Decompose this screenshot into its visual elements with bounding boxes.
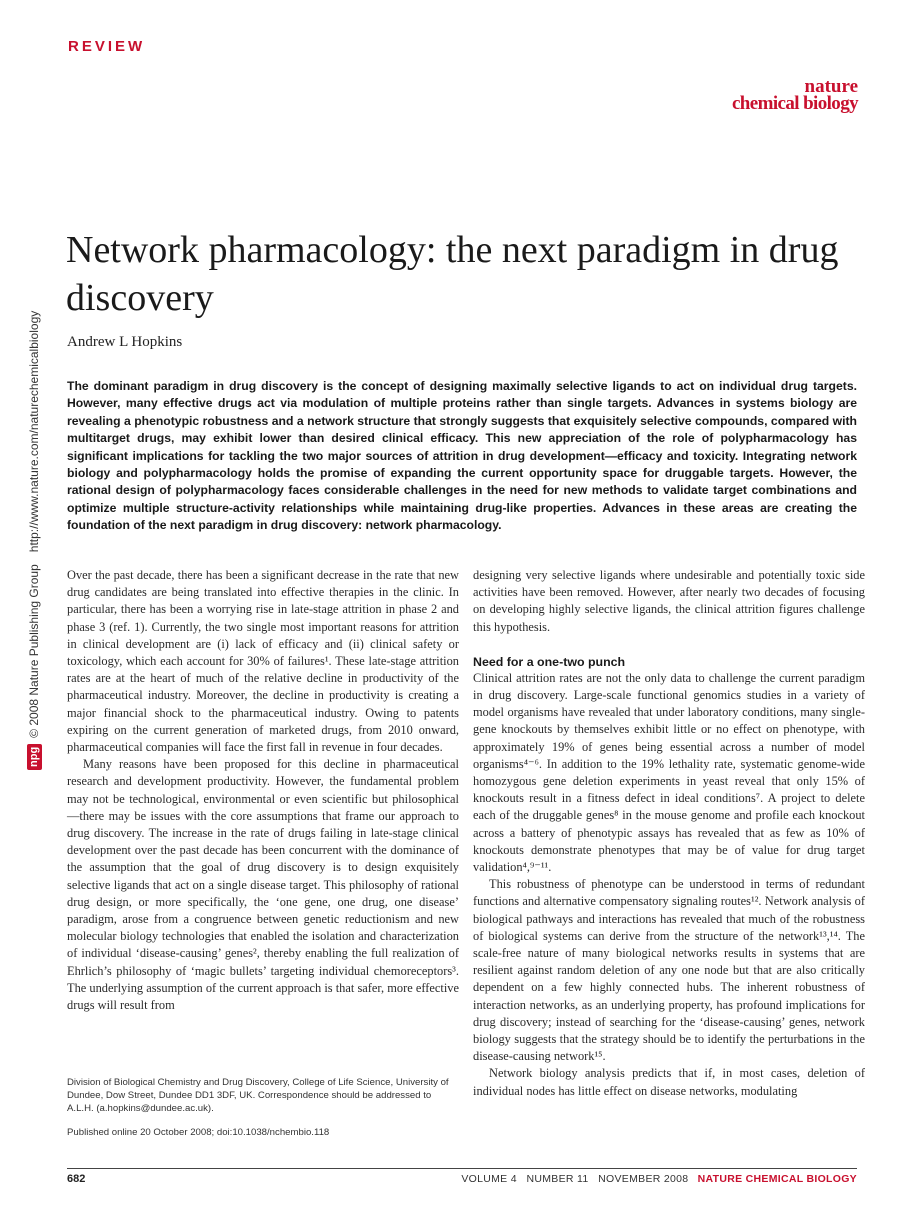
body-paragraph: Over the past decade, there has been a significant decrease in the rate that new drug candidates are being translated into effective therapies in the clinic. In particular, there has been a worrying rise in late-stage attrition in phase 2 and phase 3 (ref. 1). Currently, the two single most important reasons for attrition in clinical development are (i) lack of efficacy and (ii) clinical safety or toxicology, which each account for 30% of failures¹. These late-stage attrition rates are at the heart of much of the relative decline in productivity of the pharmaceutical industry. Moreover, the decline in productivity is creating a major financial shock to the pharmaceutical industry. Owing to patents expiring on the current generation of marketed drugs, from 2010 onward, pharmaceutical companies will face the first fall in revenue in four decades. — [67, 568, 459, 755]
body-paragraph: Clinical attrition rates are not the only data to challenge the current paradigm in drug discovery. Large-scale functional genomics studies in a variety of model organisms have revealed that under laboratory conditions, many single-gene knockouts by themselves exhibit little or no effect on phenotype, with approximately 19% of genes being essential across a number of model organisms⁴⁻⁶. In addition to the 19% lethality rate, systematic genome-wide homozygous gene deletion experiments in yeast reveal that only 15% of knockouts result in a fitness defect in ideal conditions⁷. A project to delete each of the druggable genes⁸ in the mouse genome and profile each knockout across a battery of phenotypic assays has revealed that as few as 10% of knockouts demonstrate phenotypes that may be of value for drug target validation⁴,⁹⁻¹¹. — [473, 670, 865, 875]
footer-journal-name: NATURE CHEMICAL BIOLOGY — [697, 1173, 857, 1185]
footer-divider — [67, 1168, 857, 1169]
publication-info: Published online 20 October 2008; doi:10.1038/nchembio.118 — [67, 1126, 330, 1138]
body-paragraph: Many reasons have been proposed for this decline in pharmaceutical research and development productivity. However, the fundamental problem may not be technological, environmental or even scientific but philosophical—there may be issues with the core assumptions that frame our approach to drug discovery. The increase in the rate of drugs failing in late-stage clinical development over the past decade has been concurrent with the dominance of the assumption that the goal of drug discovery is to design exquisitely selective ligands that act on a single disease target. This philosophy of rational drug design, or more specifically, the ‘one gene, one drug, one disease’ paradigm, arose from a congruence between genetic reductionism and new molecular biology technologies that enabled the isolation and characterization of individual ‘disease-causing’ genes², thereby enabling the full realization of Ehrlich’s philosophy of ‘magic bullets’ targeting individual chemoreceptors³. The underlying assumption of the current approach is that safer, more effective drugs will result from — [67, 757, 459, 1013]
affiliation-footnote — [67, 1076, 459, 1139]
body-paragraph: Network biology analysis predicts that if, in most cases, deletion of individual nodes has little effect on disease networks, modulating — [473, 1066, 865, 1098]
side-credit — [26, 270, 42, 770]
journal-url[interactable]: http://www.nature.com/naturechemicalbiology — [27, 310, 41, 553]
body-paragraph: This robustness of phenotype can be understood in terms of redundant functions and alternative compensatory signaling routes¹². Network analysis of biological pathways and interactions has revealed that much of the robustness of biological systems can derive from the structure of the network¹³,¹⁴. The scale-free nature of many biological networks results in systems that are resilient against random deletion of any one node but that are also critically dependent on a few highly connected hubs. The inherent robustness of interaction networks, as an underlying property, has profound implications for drug discovery; instead of searching for the ‘disease-causing’ genes, network biology suggests that the strategy should be to identify the perturbations in the disease-causing network¹⁵. — [473, 877, 865, 1064]
author-name: Andrew L Hopkins — [67, 334, 183, 350]
section-label: REVIEW — [68, 38, 146, 55]
journal-logo — [732, 78, 858, 112]
abstract: The dominant paradigm in drug discovery is the concept of designing maximally selective ligands to act on individual drug targets. However, many effective drugs act via modulation of multiple proteins rather than single targets. Advances in systems biology are revealing a phenotypic robustness and a network structure that strongly suggests that exquisitely selective compounds, compared with multitarget drugs, may exhibit lower than desired clinical efficacy. This new appreciation of the role of polypharmacology has significant implications for tackling the two major sources of attrition in drug development—efficacy and toxicity. Integrating network biology and polypharmacology holds the promise of expanding the current opportunity space for druggable targets. However, the rational design of polypharmacology faces considerable challenges in the need for new methods to validate target combinations and optimize multiple structure-activity relationships while maintaining drug-like properties. Advances in these areas are creating the foundation of the next paradigm in drug discovery: network pharmacology. — [67, 379, 857, 533]
issue-details: VOLUME 4 NUMBER 11 NOVEMBER 2008 — [461, 1173, 689, 1185]
copyright-notice: © 2008 Nature Publishing Group — [27, 564, 41, 738]
npg-logo: npg — [27, 744, 42, 770]
footer-issue-info — [461, 1173, 857, 1185]
journal-logo-line1: nature — [804, 76, 858, 97]
body-paragraph: designing very selective ligands where undesirable and potentially toxic side activities have been removed. However, after nearly two decades of focusing on developing highly selective ligands, the clinical attrition figures challenge this hypothesis. — [473, 568, 865, 634]
left-column — [67, 567, 459, 1014]
page-number: 682 — [67, 1173, 86, 1185]
journal-logo-line2: chemical biology — [731, 93, 858, 114]
affiliation-text: Division of Biological Chemistry and Drug Discovery, College of Life Science, University of Dundee, Dow Street, Dundee DD1 3DF, UK. Correspondence should be addressed to A.L.H. (a.hopkins@dundee.ac.uk). — [67, 1077, 449, 1115]
article-title: Network pharmacology: the next paradigm in drug discovery — [66, 229, 839, 319]
section-heading: Need for a one-two punch — [473, 654, 626, 669]
right-column — [473, 567, 865, 1100]
